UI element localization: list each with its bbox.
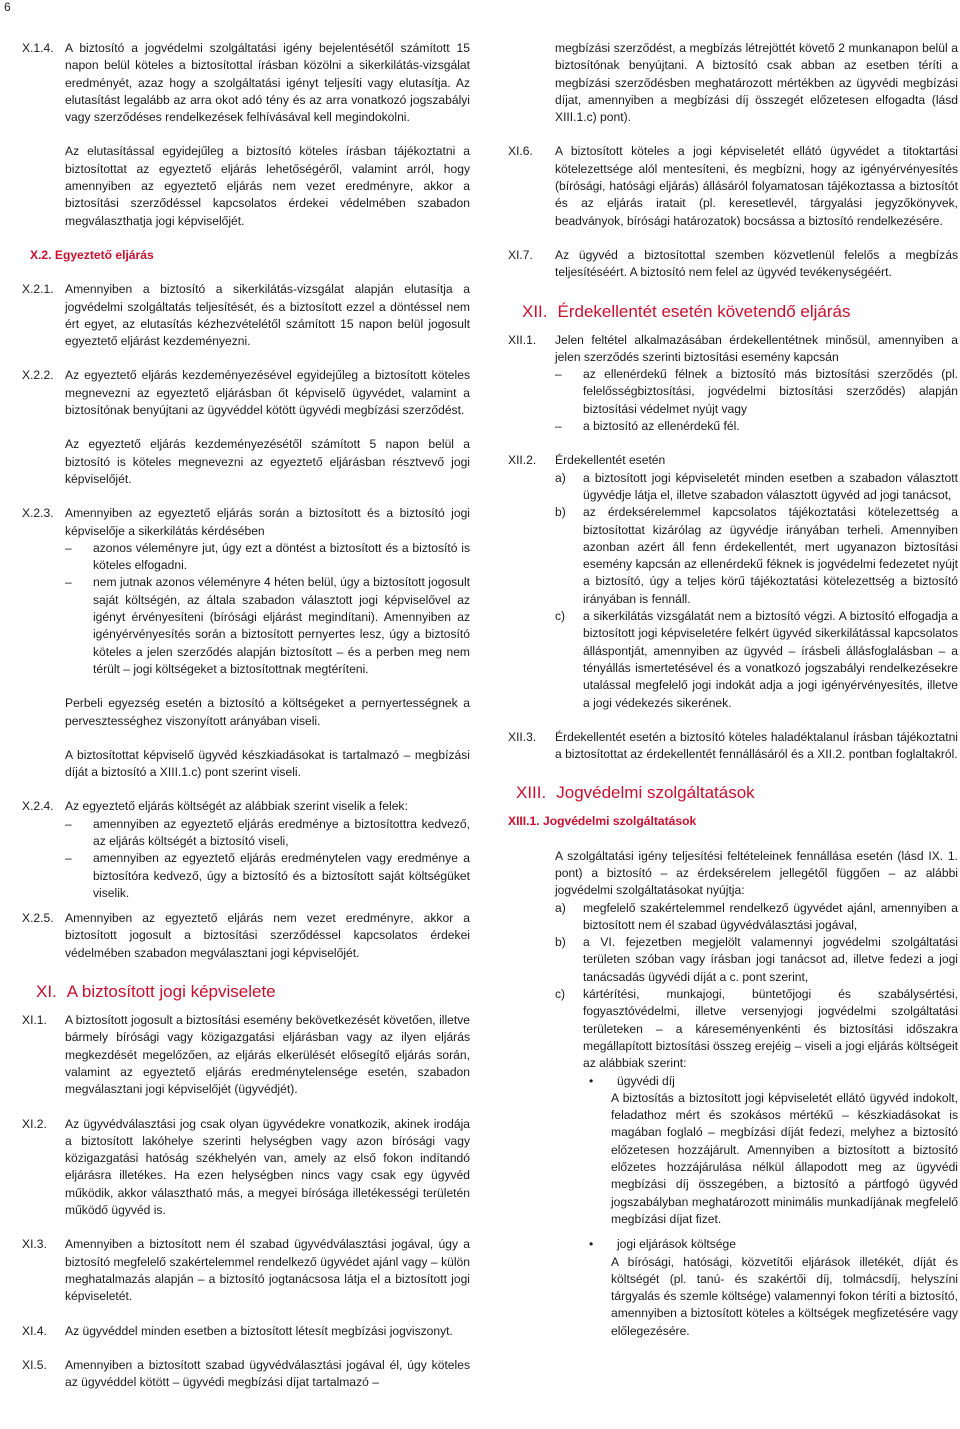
paragraph: Az ügyvédválasztási jog csak olyan ügyvédekre vonatkozik, akinek irodája a biztosított lakóhelye szerinti helységben vagy azon bírósági vagy közigazgatási hatóság székhelyén van, amely az első fokon indítandó eljárásra illetékes. Ha ezen helységben nincs vagy csak egy ügyvéd működik, akkor választható más, a megyei bírósága illetékességi területén működő ügyvéd is. (65, 1116, 470, 1218)
clause-xii3 (508, 729, 958, 764)
list-marker: a) (555, 470, 566, 485)
paragraph: Az egyeztető eljárás kezdeményezésétől számított 5 napon belül a biztosító is köteles megnevezni az egyeztető eljárásban résztvevő jogi képviselőjét. (65, 437, 470, 486)
paragraph: megbízási szerződést, a megbízás létrejöttét követő 2 munkanapon belül a biztosítónak benyújtani. A biztosító csak abban az esetben téríti a megbízási szerződésben meghatározott mértékben az ügyvédi megbízási díjat, amennyiben a megbízási díj összegét előzetesen elfogadta (lásd XIII.1.c) pont). (555, 41, 958, 125)
list-item: kártérítési, munkajogi, büntetőjogi és szabálysértési, fogyasztóvédelmi, illetve versenyjogi jogvédelmi szolgáltatási területeken – a káreseményenkénti és biztosítási időszakra megállapított biztosítási összeg erejéig – viseli a jogi eljárás költségeit az alábbiak szerint: (583, 987, 958, 1071)
clause-x24 (22, 798, 470, 902)
dash-marker: – (65, 575, 72, 590)
dash-marker: – (65, 851, 72, 866)
clause-number: XI.6. (508, 144, 533, 159)
list-item-title: jogi eljárások költsége (617, 1237, 736, 1252)
clause-number: X.2.5. (22, 911, 54, 926)
clause-xi5-continued (508, 40, 958, 126)
list-marker: a) (555, 900, 566, 915)
dash-marker: – (65, 540, 72, 555)
list-item-title: ügyvédi díj (617, 1073, 675, 1088)
paragraph: A biztosítottat képviselő ügyvéd készkiadásokat is tartalmazó – megbízási díját a biztosító a XIII.1.c) pont szerint viseli. (65, 747, 470, 780)
clause-xii1 (508, 332, 958, 436)
clause-xi5 (22, 1357, 470, 1392)
list-item: a sikerkilátás vizsgálatát nem a biztosító végzi. A biztosító elfogadja a biztosított jogi képviseletére felkért ügyvéd sikerkilátással kapcsolatos álláspontját, amennyiben az ügyvéd – írásbeli állásfoglalásban – a tényállás ismertetésével és a vonatkozó jogszabályi rendelkezésekre utalással megfelelő jogi indokát adja a jogi igényérvényesítés, illetve a jogi védekezés sikerének. (583, 609, 958, 710)
section-heading-xii (508, 302, 958, 322)
clause-number: XII.1. (508, 332, 537, 347)
page-number: 6 (4, 0, 11, 14)
clause-number: X.2.1. (22, 282, 54, 297)
paragraph: Az elutasítással egyidejűleg a biztosító köteles írásban tájékoztatni a biztosítottat az egyeztető eljárás lehetőségéről, valamint arról, hogy amennyiben az egyeztető eljárás nem vezet eredményre, akkor a biztosítási szerződéssel kapcsolatos érdekei védelmében szabadon megválaszthatja jogi képviselőjét. (65, 144, 470, 228)
paragraph: Az ügyvéddel minden esetben a biztosított létesít megbízási jogviszonyt. (65, 1323, 453, 1338)
clause-number: X.2.3. (22, 506, 54, 521)
clause-number: X.1.4. (22, 41, 54, 55)
paragraph: Amennyiben az egyeztető eljárás során a biztosított és a biztosító jogi képviselője a sikerkilátás kérdésében (65, 506, 470, 538)
paragraph: A biztosító a jogvédelmi szolgáltatási igény bejelentésétől számított 15 napon belül köteles a biztosítottal írásban közölni a sikerkilátás-vizsgálat eredményét, azaz hogy a szolgáltatási igényt teljesíti vagy elutasítja. Az elutasítást legalább az arra okot adó tény és az arra vonatkozó jogszabályi vagy szerződéses rendelkezések felhívásával kell megindokolni. (65, 41, 470, 125)
list-item: a VI. fejezetben megjelölt valamennyi jogvédelmi szolgáltatási területen szóban vagy írásban jogi tanácsot ad, illetve fedezi a jogi tanácsadás ügyvédi díját a c. pont szerint, (583, 935, 958, 984)
dash-marker: – (65, 816, 72, 831)
bullet-icon: • (589, 1073, 594, 1088)
clause-number: XI.1. (22, 1013, 47, 1028)
paragraph: Jelen feltétel alkalmazásában érdekellentétnek minősül, amennyiben a jelen szerződés szerinti biztosítási esemény kapcsán (555, 332, 958, 364)
clause-xi7 (508, 247, 958, 282)
clause-x14 (22, 40, 470, 230)
list-marker: c) (555, 987, 566, 1002)
bullet-icon: • (589, 1237, 594, 1252)
clause-xiii1-heading (508, 813, 958, 830)
clause-number: XI.3. (22, 1237, 47, 1252)
section-number: XII. (522, 301, 548, 321)
list-item: a biztosított jogi képviseletét minden esetben a szabadon választott ügyvédje látja el, illetve szabadon választott ügyvéd ad jogi tanácsot, (583, 470, 958, 502)
paragraph: Amennyiben a biztosító a sikerkilátás-vizsgálat alapján elutasítja a jogvédelmi szolgáltatás teljesítését, és a biztosított ezzel a döntéssel nem ért egyet, az elutasítás kézhezvételétől számított 15 napon belül jogosult egyeztető eljárást kezdeményezni. (65, 282, 470, 349)
clause-xi2 (22, 1116, 470, 1220)
clause-number: XII.2. (508, 453, 537, 468)
paragraph: Az egyeztető eljárás kezdeményezésével egyidejűleg a biztosított köteles megnevezni az egyeztető eljárásban őt képviselő ügyvédet, valamint a biztosítónak benyújtani az ügyvéddel kötött ügyvédi megbízási szerződést. (65, 368, 470, 418)
clause-number: XI.7. (508, 247, 533, 262)
clause-x25 (22, 910, 470, 962)
clause-xi4 (22, 1323, 470, 1340)
clause-number: XII.3. (508, 729, 537, 744)
paragraph: Érdekellentét esetén (555, 453, 666, 468)
paragraph: Amennyiben a biztosított nem él szabad ügyvédválasztási jogával, úgy a biztosító megfelelő szakértelemmel rendelkező ügyvédet ajánl vagy – külön meghatalmazás alapján – a biztosító jogtanácsosa látja el a biztosított jogi képviseletét. (65, 1237, 470, 1304)
section-heading-xi (22, 982, 470, 1002)
clause-number: XI.5. (22, 1357, 47, 1372)
dash-marker: – (555, 367, 562, 382)
subsection-heading: X.2. Egyeztető eljárás (30, 247, 154, 262)
paragraph: Az ügyvéd a biztosítottal szemben közvetlenül felelős a megbízás teljesítéséért. A biztosító nem felel az ügyvéd tevékenységéért. (555, 247, 958, 280)
section-title: Érdekellentét esetén követendő eljárás (557, 301, 851, 321)
clause-xiii1 (508, 848, 958, 1340)
section-number: XI. (36, 982, 57, 1002)
right-column (508, 40, 958, 1340)
paragraph: A biztosított köteles a jogi képviseletét ellátó ügyvédet a titoktartási kötelezettsége alól mentesíteni, és megbízni, hogy az igényérvényesítés (bírósági, hatósági eljárás) állásáról folyamatosan tájékoztassa a biztosítót és az eljárás iratait (pl. keresetlevél, tárgyalási jegyzőkönyvek, beadványok, bírósági határozatok) bocsássa a biztosító rendelkezésére. (555, 144, 958, 228)
subsection-heading (508, 813, 958, 830)
paragraph: Amennyiben a biztosított szabad ügyvédválasztási jogával él, úgy köteles az ügyvéddel kötött – ügyvédi megbízási díjat tartalmazó – (65, 1357, 470, 1390)
list-item: a biztosító az ellenérdekű fél. (583, 419, 740, 434)
dash-marker: – (555, 419, 562, 434)
paragraph: Amennyiben az egyeztető eljárás nem vezet eredményre, akkor a biztosított jogosult a biztosítási szerződéssel kapcsolatos érdekei védelmében szabadon megválasztani jogi képviselőjét. (65, 911, 470, 960)
clause-xi6 (508, 143, 958, 229)
paragraph: Perbeli egyezség esetén a biztosító a költségeket a pernyertességnek a pervesztességhez viszonyított arányában viseli. (65, 696, 470, 728)
list-item: az érdeksérelemmel kapcsolatos tájékoztatási kötelezettség a biztosítottat kizárólag az ügyvédje irányában terheli. Amennyiben azonban azért áll fenn érdekellentét, mert ugyanazon biztosítási esemény kapcsán az ellenérdekű féknek is jogvédelmi fedezetet nyújt a biztosító, úgy a teljes körű tájékoztatási kötelezettség a biztosító irányában is fennáll. (583, 505, 958, 606)
clause-xi3 (22, 1236, 470, 1305)
list-item: azonos véleményre jut, úgy ezt a döntést a biztosított és a biztosító is köteles elfogadni. (93, 540, 470, 573)
list-marker: b) (555, 935, 566, 950)
list-item: amennyiben az egyeztető eljárás eredménye a biztosítottra kedvező, az eljárás költségét a biztosító viseli, (93, 816, 470, 848)
clause-x23 (22, 505, 470, 781)
paragraph: Az egyeztető eljárás költségét az alábbiak szerint viselik a felek: (65, 799, 408, 814)
clause-number: XI.4. (22, 1323, 47, 1338)
paragraph: A biztosítás a biztosított jogi képviseletét ellátó ügyvéd indokolt, feladathoz mért és szokásos mértékű – készkiadásokat is magában foglaló – megbízási díját fedezi, melyhez a biztosító előzetesen hozzájárult. Amennyiben a biztosított a biztosító előzetes hozzájárulása nélkül állapodott meg az ügyvédi megbízási díj összegében, a biztosító a pártfogó ügyvéd jogszabályban meghatározott minimális munkadíjának megfelelő megbízási díjat fizet. (611, 1090, 958, 1226)
section-title: A biztosított jogi képviselete (66, 982, 276, 1002)
section-title: Jogvédelmi szolgáltatások (556, 783, 755, 803)
clause-number: X.2.4. (22, 799, 54, 814)
paragraph: A bírósági, hatósági, közvetítői eljárások illetékét, díját és költségét (pl. tanú- és szakértői díj, tolmácsdíj, helyszíni tárgyalás és szemle költsége) valamennyi fokon téríti a biztosító, amennyiben a biztosított köteles a költségek megfizetésére vagy előlegezésére. (611, 1254, 958, 1338)
section-number: XIII. (516, 783, 547, 803)
clause-x21 (22, 281, 470, 350)
clause-number: XIII.1. (508, 814, 540, 829)
list-item: nem jutnak azonos véleményre 4 héten belül, úgy a biztosított jogosult saját költségén, az általa szabadon választott jogi képviselővel az igényt érvényesíteni (bírósági eljárást megindítani). Amennyiben az igényérvényesítés során a biztosított pernyertes lesz, úgy a biztosító köteles a jelen szerződés alapján biztosított – és a perben meg nem térült – jogi költségeket a biztosítottnak megtéríteni. (93, 575, 470, 676)
paragraph: Érdekellentét esetén a biztosító köteles haladéktalanul írásban tájékoztatni a biztosítottat az érdekellentét fennállásáról és a XII.2. pontban foglaltakról. (555, 729, 958, 762)
list-item: amennyiben az egyeztető eljárás eredménytelen vagy eredménye a biztosítóra kedvező, úgy a biztosító és a biztosított saját költségüket viselik. (93, 851, 470, 900)
list-item: megfelelő szakértelemmel rendelkező ügyvédet ajánl, amennyiben a biztosított nem él szabad ügyvédválasztási jogával, (583, 900, 958, 932)
subsection-title: Jogvédelmi szolgáltatások (542, 814, 697, 829)
list-item: az ellenérdekű félnek a biztosító más biztosítási szerződés (pl. felelősségbiztosítási, jogvédelmi biztosítási szerződés) alapján biztosítási védelmet nyújt vagy (583, 367, 958, 416)
clause-xii2 (508, 452, 958, 711)
clause-xi1 (22, 1012, 470, 1098)
left-column (22, 40, 470, 1391)
clause-number: XI.2. (22, 1116, 47, 1131)
clause-number: X.2.2. (22, 368, 54, 383)
list-marker: b) (555, 505, 566, 520)
clause-x22 (22, 367, 470, 488)
paragraph: A biztosított jogosult a biztosítási esemény bekövetkezését követően, illetve bármely bírósági vagy közigazgatási eljárásban vagy az ilyen eljárás megkezdését megelőzően, az eljárás elkerülését elősegítő eljárás során, valamint az egyeztető eljárás eredménytelensége esetén, szabadon megválasztani jogi képviselőjét (ügyvédjét). (65, 1013, 470, 1097)
section-heading-xiii (508, 783, 958, 803)
paragraph: A szolgáltatási igény teljesítési feltételeinek fennállása esetén (lásd IX. 1. pont) a biztosító – az érdeksérelem jellegétől függően – az alábbi jogvédelmi szolgáltatásokat nyújtja: (555, 848, 958, 898)
list-marker: c) (555, 609, 566, 624)
